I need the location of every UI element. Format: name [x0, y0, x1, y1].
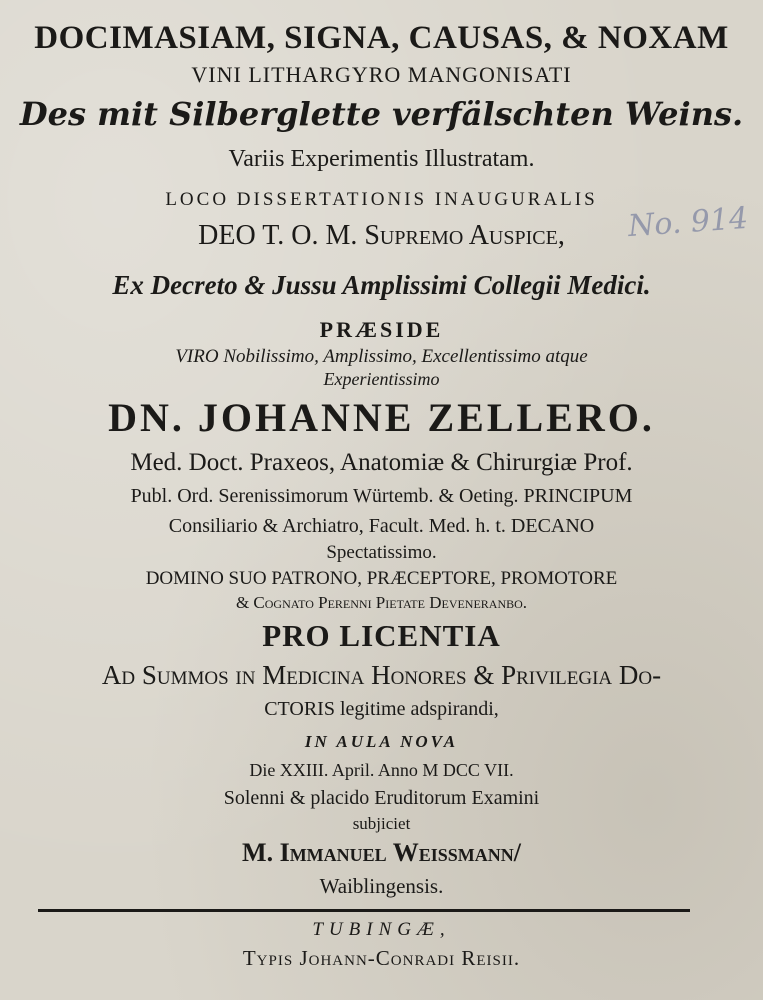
- subjiciet: subjiciet: [352, 814, 411, 833]
- praeses-name: DN. JOHANNE ZELLERO.: [108, 395, 655, 440]
- title-line-4: Variis Experimentis Illustratam.: [228, 146, 535, 172]
- date-line: Die XXIII. April. Anno M DCC VII.: [249, 760, 514, 780]
- horizontal-rule: [38, 909, 690, 912]
- title-line-1: DOCIMASIAM, SIGNA, CAUSAS, & NOXAM: [34, 20, 729, 56]
- spectatissimo: Spectatissimo.: [326, 542, 437, 563]
- waiblingensis: Waiblingensis.: [319, 874, 444, 898]
- tubingae: TUBINGÆ,: [312, 919, 451, 940]
- med-doct-line: Med. Doct. Praxeos, Anatomiæ & Chirurgiæ Prof.: [130, 449, 633, 476]
- domino-line: DOMINO SUO PATRONO, PRÆCEPTORE, PROMOTORE: [145, 568, 618, 589]
- decreto-line: Ex Decreto & Jussu Amplissimi Collegii Medici.: [112, 270, 651, 300]
- handwritten-number-annotation: No. 914: [626, 200, 750, 245]
- solenni-line: Solenni & placido Eruditorum Examini: [223, 787, 540, 809]
- viro-line: VIRO Nobilissimo, Amplissimo, Excellentissimo atque: [175, 346, 588, 367]
- title-line-german: Des mit Silberglette verfälschten Weins.: [19, 95, 744, 133]
- typis-line: Typis Johann-Conradi Reisii.: [242, 946, 521, 970]
- author-line: M. Immanuel Weißmann/: [242, 838, 521, 867]
- deo-line: DEO T. O. M. Supremo Auspice,: [198, 220, 565, 251]
- ad-summos-line: Ad Summos in Medicina Honores & Privilegia Do-: [101, 660, 662, 690]
- praeside: PRÆSIDE: [319, 317, 444, 342]
- loco-dissertationis: LOCO DISSERTATIONIS INAUGURALIS: [165, 189, 598, 210]
- consiliario-line: Consiliario & Archiatro, Facult. Med. h. t. DECANO: [168, 515, 595, 537]
- experientissimo: Experientissimo: [323, 369, 440, 389]
- publ-ord-line: Publ. Ord. Serenissimorum Würtemb. & Oeting. PRINCIPUM: [130, 485, 633, 507]
- pro-licentia: PRO LICENTIA: [262, 618, 501, 653]
- title-line-2: VINI LITHARGYRO MANGONISATI: [191, 62, 572, 87]
- cognato-line: & Cognato Perenni Pietate Deveneranbo.: [235, 593, 528, 612]
- ctoris-line: CTORIS legitime adspirandi,: [264, 698, 499, 720]
- in-aula-nova: IN AULA NOVA: [304, 732, 459, 751]
